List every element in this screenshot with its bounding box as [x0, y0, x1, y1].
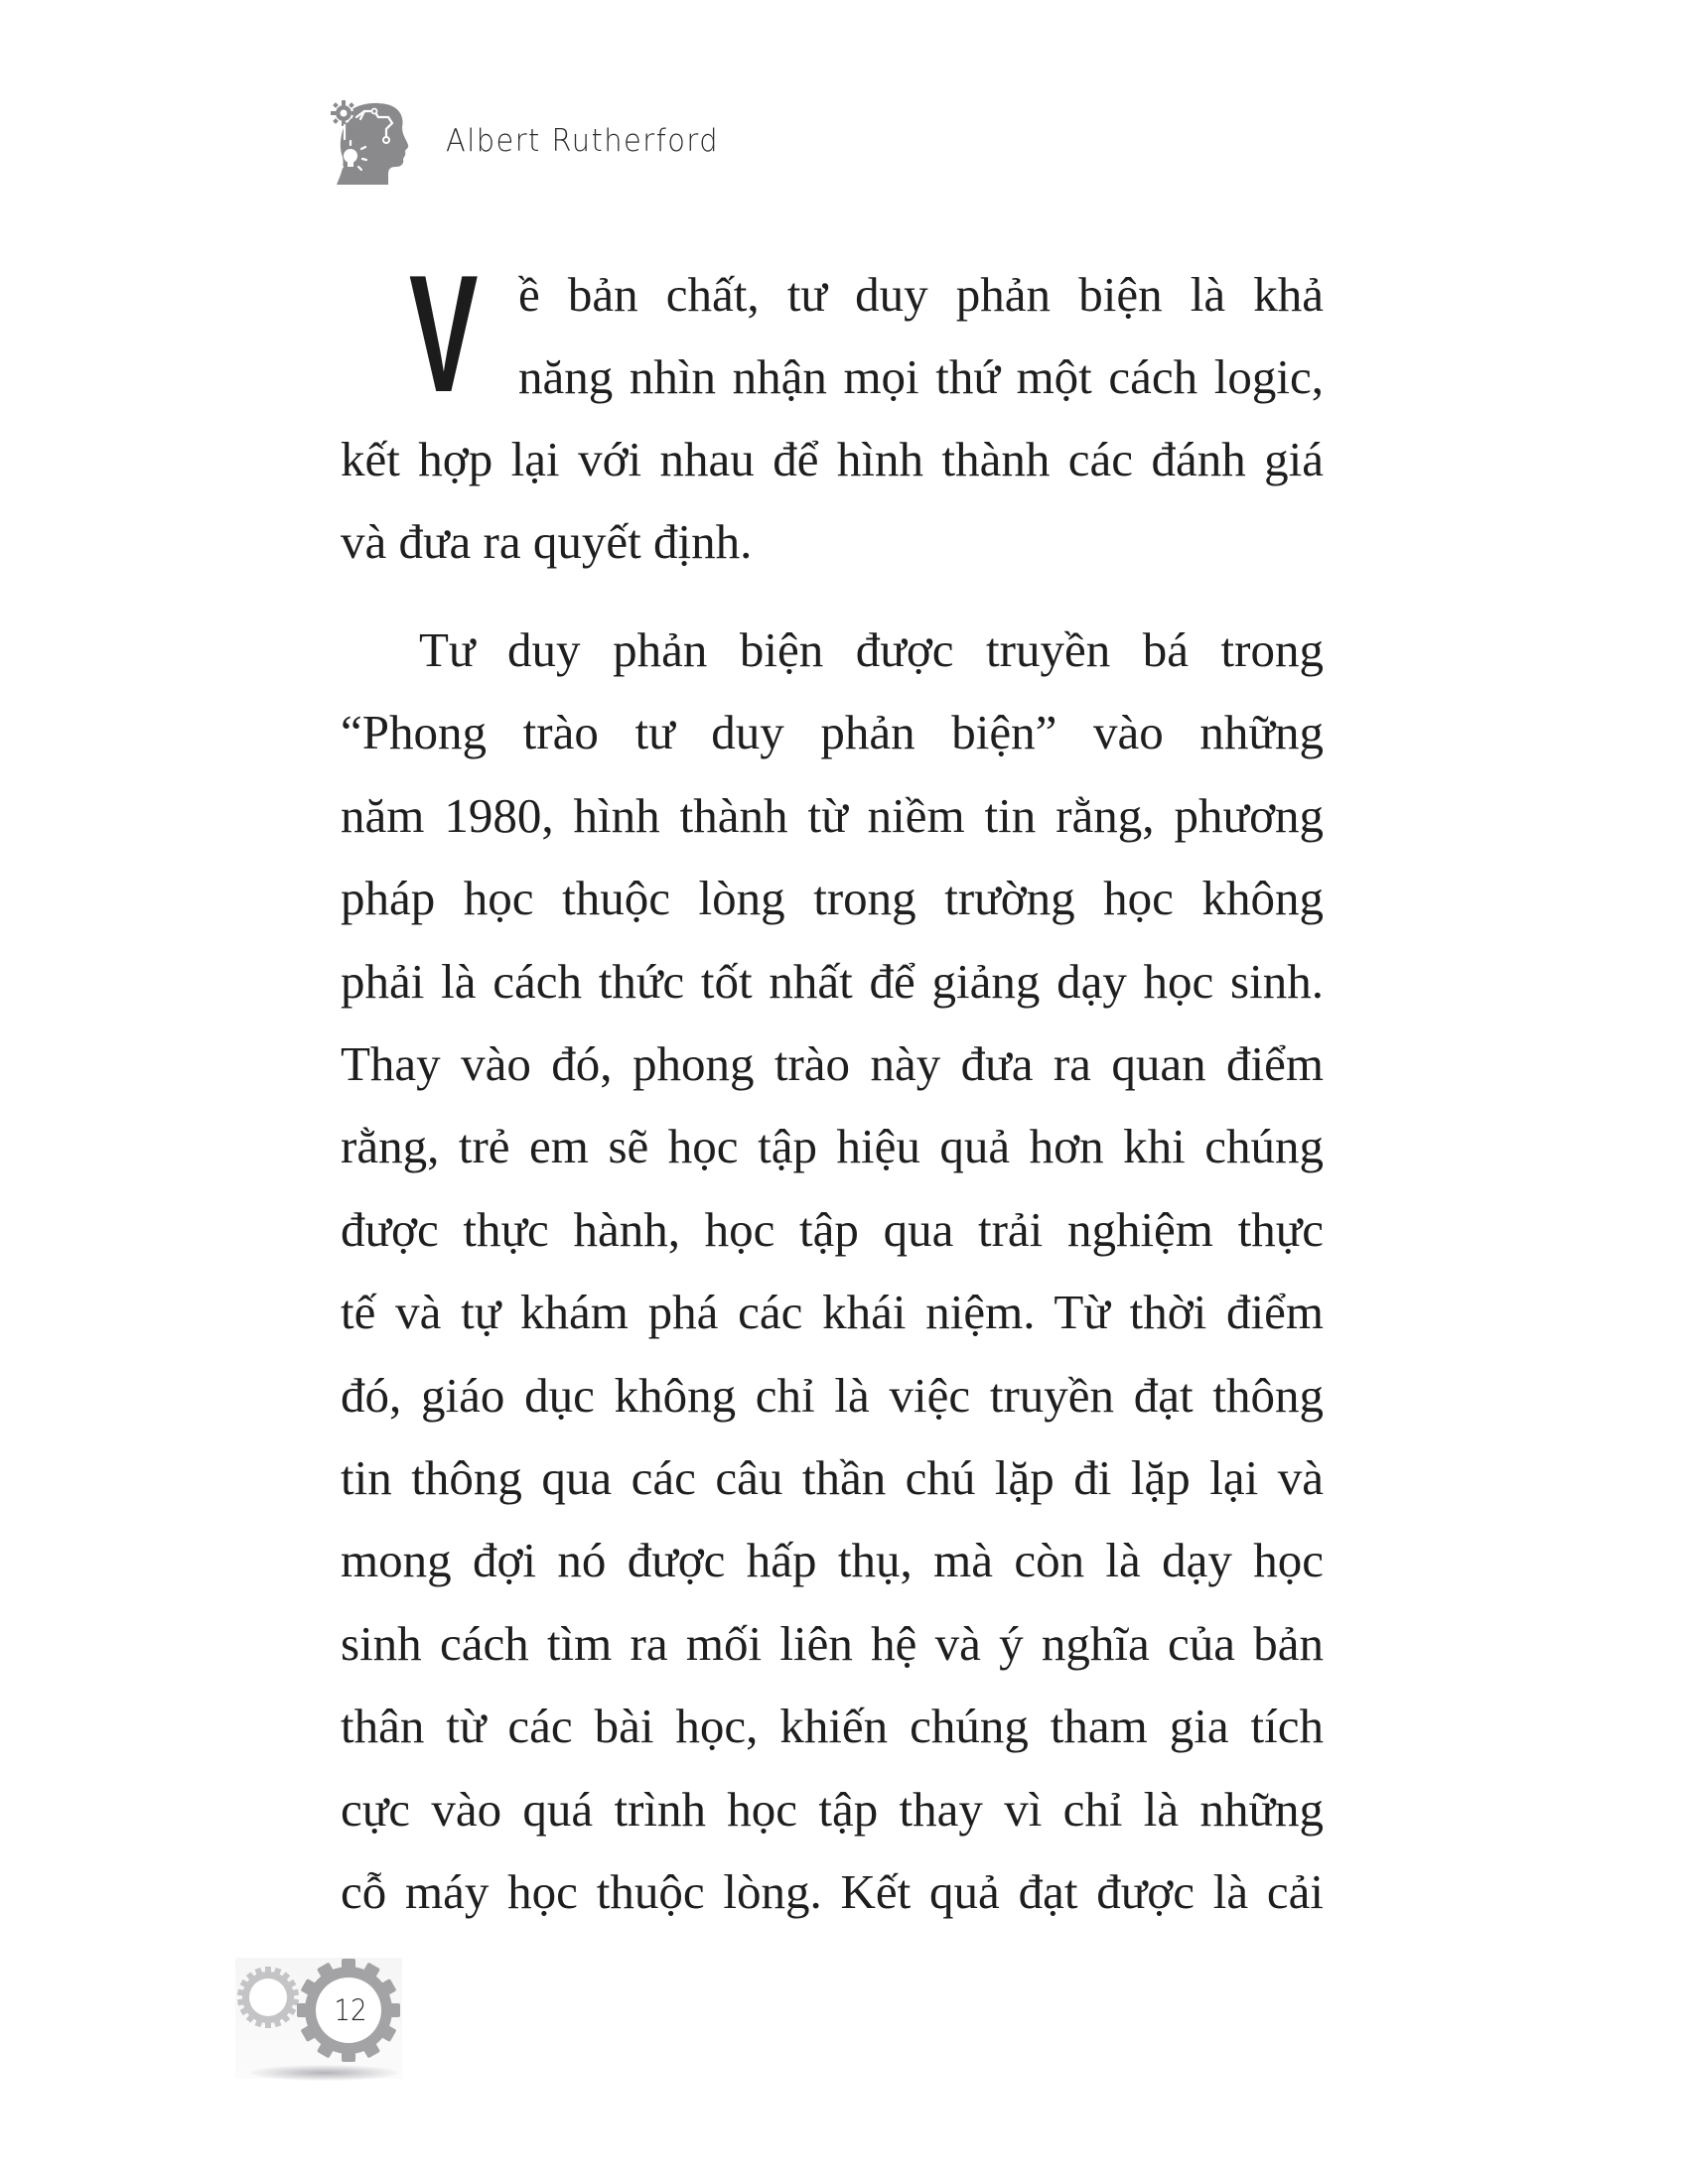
- text-line: Thay vào đó, phong trào này đưa ra quan điểm: [341, 1036, 1324, 1091]
- text-line: “Phong trào tư duy phản biện” vào những: [341, 705, 1324, 759]
- text-line: thân từ các bài học, khiến chúng tham gia tích: [341, 1699, 1324, 1753]
- text-line: được thực hành, học tập qua trải nghiệm thực: [341, 1202, 1324, 1257]
- text-line: phải là cách thức tốt nhất để giảng dạy học sinh.: [341, 954, 1324, 1009]
- text-line: cực vào quá trình học tập thay vì chỉ là những: [341, 1782, 1324, 1837]
- footer-shadow: [250, 2065, 399, 2081]
- text-line: ề bản chất, tư duy phản biện là khả: [518, 267, 1324, 322]
- text-line: tin thông qua các câu thần chú lặp đi lặp lại và: [341, 1450, 1324, 1505]
- text-line: Tư duy phản biện được truyền bá trong: [419, 622, 1324, 677]
- text-line: và đưa ra quyết định.: [341, 514, 753, 569]
- text-line: năm 1980, hình thành từ niềm tin rằng, phương: [341, 788, 1324, 843]
- text-line: đó, giáo dục không chỉ là việc truyền đạt thông: [341, 1368, 1324, 1423]
- text-line: sinh cách tìm ra mối liên hệ và ý nghĩa của bản: [341, 1616, 1324, 1671]
- text-line: rằng, trẻ em sẽ học tập hiệu quả hơn khi chúng: [341, 1119, 1324, 1173]
- text-line: pháp học thuộc lòng trong trường học không: [341, 871, 1324, 925]
- text-line: năng nhìn nhận mọi thứ một cách logic,: [518, 349, 1324, 404]
- author-name: Albert Rutherford: [446, 123, 720, 159]
- drop-cap: V: [409, 240, 479, 427]
- text-line: kết hợp lại với nhau để hình thành các đánh giá: [341, 432, 1324, 486]
- text-line: tế và tự khám phá các khái niệm. Từ thời điểm: [341, 1285, 1324, 1339]
- text-line: mong đợi nó được hấp thụ, mà còn là dạy học: [341, 1533, 1324, 1587]
- head-with-gears-icon: [331, 99, 412, 187]
- text-line: cỗ máy học thuộc lòng. Kết quả đạt được là cải: [341, 1864, 1324, 1919]
- page-number: 12: [334, 1993, 367, 2027]
